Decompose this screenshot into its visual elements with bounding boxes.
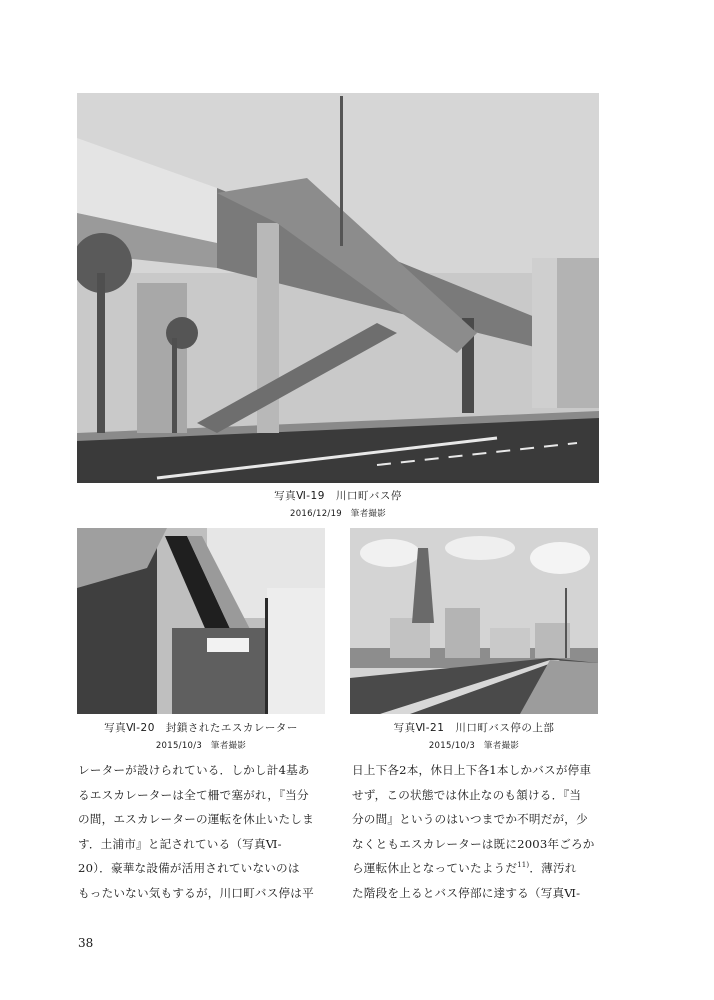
escalator-photo-image — [77, 528, 325, 714]
text-line: なくともエスカレーターは既に2003年ごろか — [352, 836, 595, 851]
photo-bus-stop-upper — [350, 528, 598, 714]
text-line: レーターが設けられている．しかし計4基あ — [78, 763, 310, 777]
text-segment: ．薄汚れ — [529, 861, 577, 875]
text-line: す．土浦市』と記されている（写真Ⅵ- — [78, 836, 282, 851]
photo-caption: 写真Ⅵ-21 川口町バス停の上部 — [393, 722, 555, 734]
photo-credit: 2015/10/3 筆者撮影 — [428, 741, 520, 751]
text-segment: ら運転休止となっていたようだ — [352, 861, 518, 875]
text-line: せず，この状態では休止なのも頷ける．『当 — [352, 787, 582, 802]
body-text-right-column — [352, 758, 600, 905]
text-line: の間，エスカレーターの運転を休止いたしま — [78, 812, 314, 826]
elevated-road-photo-image — [350, 528, 598, 714]
text-line: た階段を上るとバス停部に達する（写真Ⅵ- — [352, 885, 581, 900]
body-text-left-column — [78, 758, 326, 905]
text-line: もったいない気もするが，川口町バス停は平 — [78, 885, 314, 900]
text-line: るエスカレーターは全て柵で塞がれ，『当分 — [78, 787, 309, 802]
elevated-highway-photo-image — [77, 93, 599, 483]
photo-caption: 写真Ⅵ-20 封鎖されたエスカレーター — [104, 722, 298, 734]
text-line: 日上下各2本，休日上下各1本しかバスが停車 — [352, 763, 592, 777]
photo-closed-escalator — [77, 528, 325, 714]
photo-caption: 写真Ⅵ-19 川口町バス停 — [274, 490, 402, 502]
page-number: 38 — [78, 936, 94, 950]
text-line: 20）．豪華な設備が活用されていないのは — [78, 861, 300, 875]
footnote-marker: 11) — [517, 861, 530, 870]
text-line: 分の間』というのはいつまでか不明だが，少 — [352, 812, 588, 826]
text-line — [352, 856, 600, 881]
photo-credit: 2015/10/3 筆者撮影 — [155, 741, 247, 751]
photo-bus-stop-overpass — [77, 93, 599, 483]
photo-credit: 2016/12/19 筆者撮影 — [290, 509, 386, 519]
